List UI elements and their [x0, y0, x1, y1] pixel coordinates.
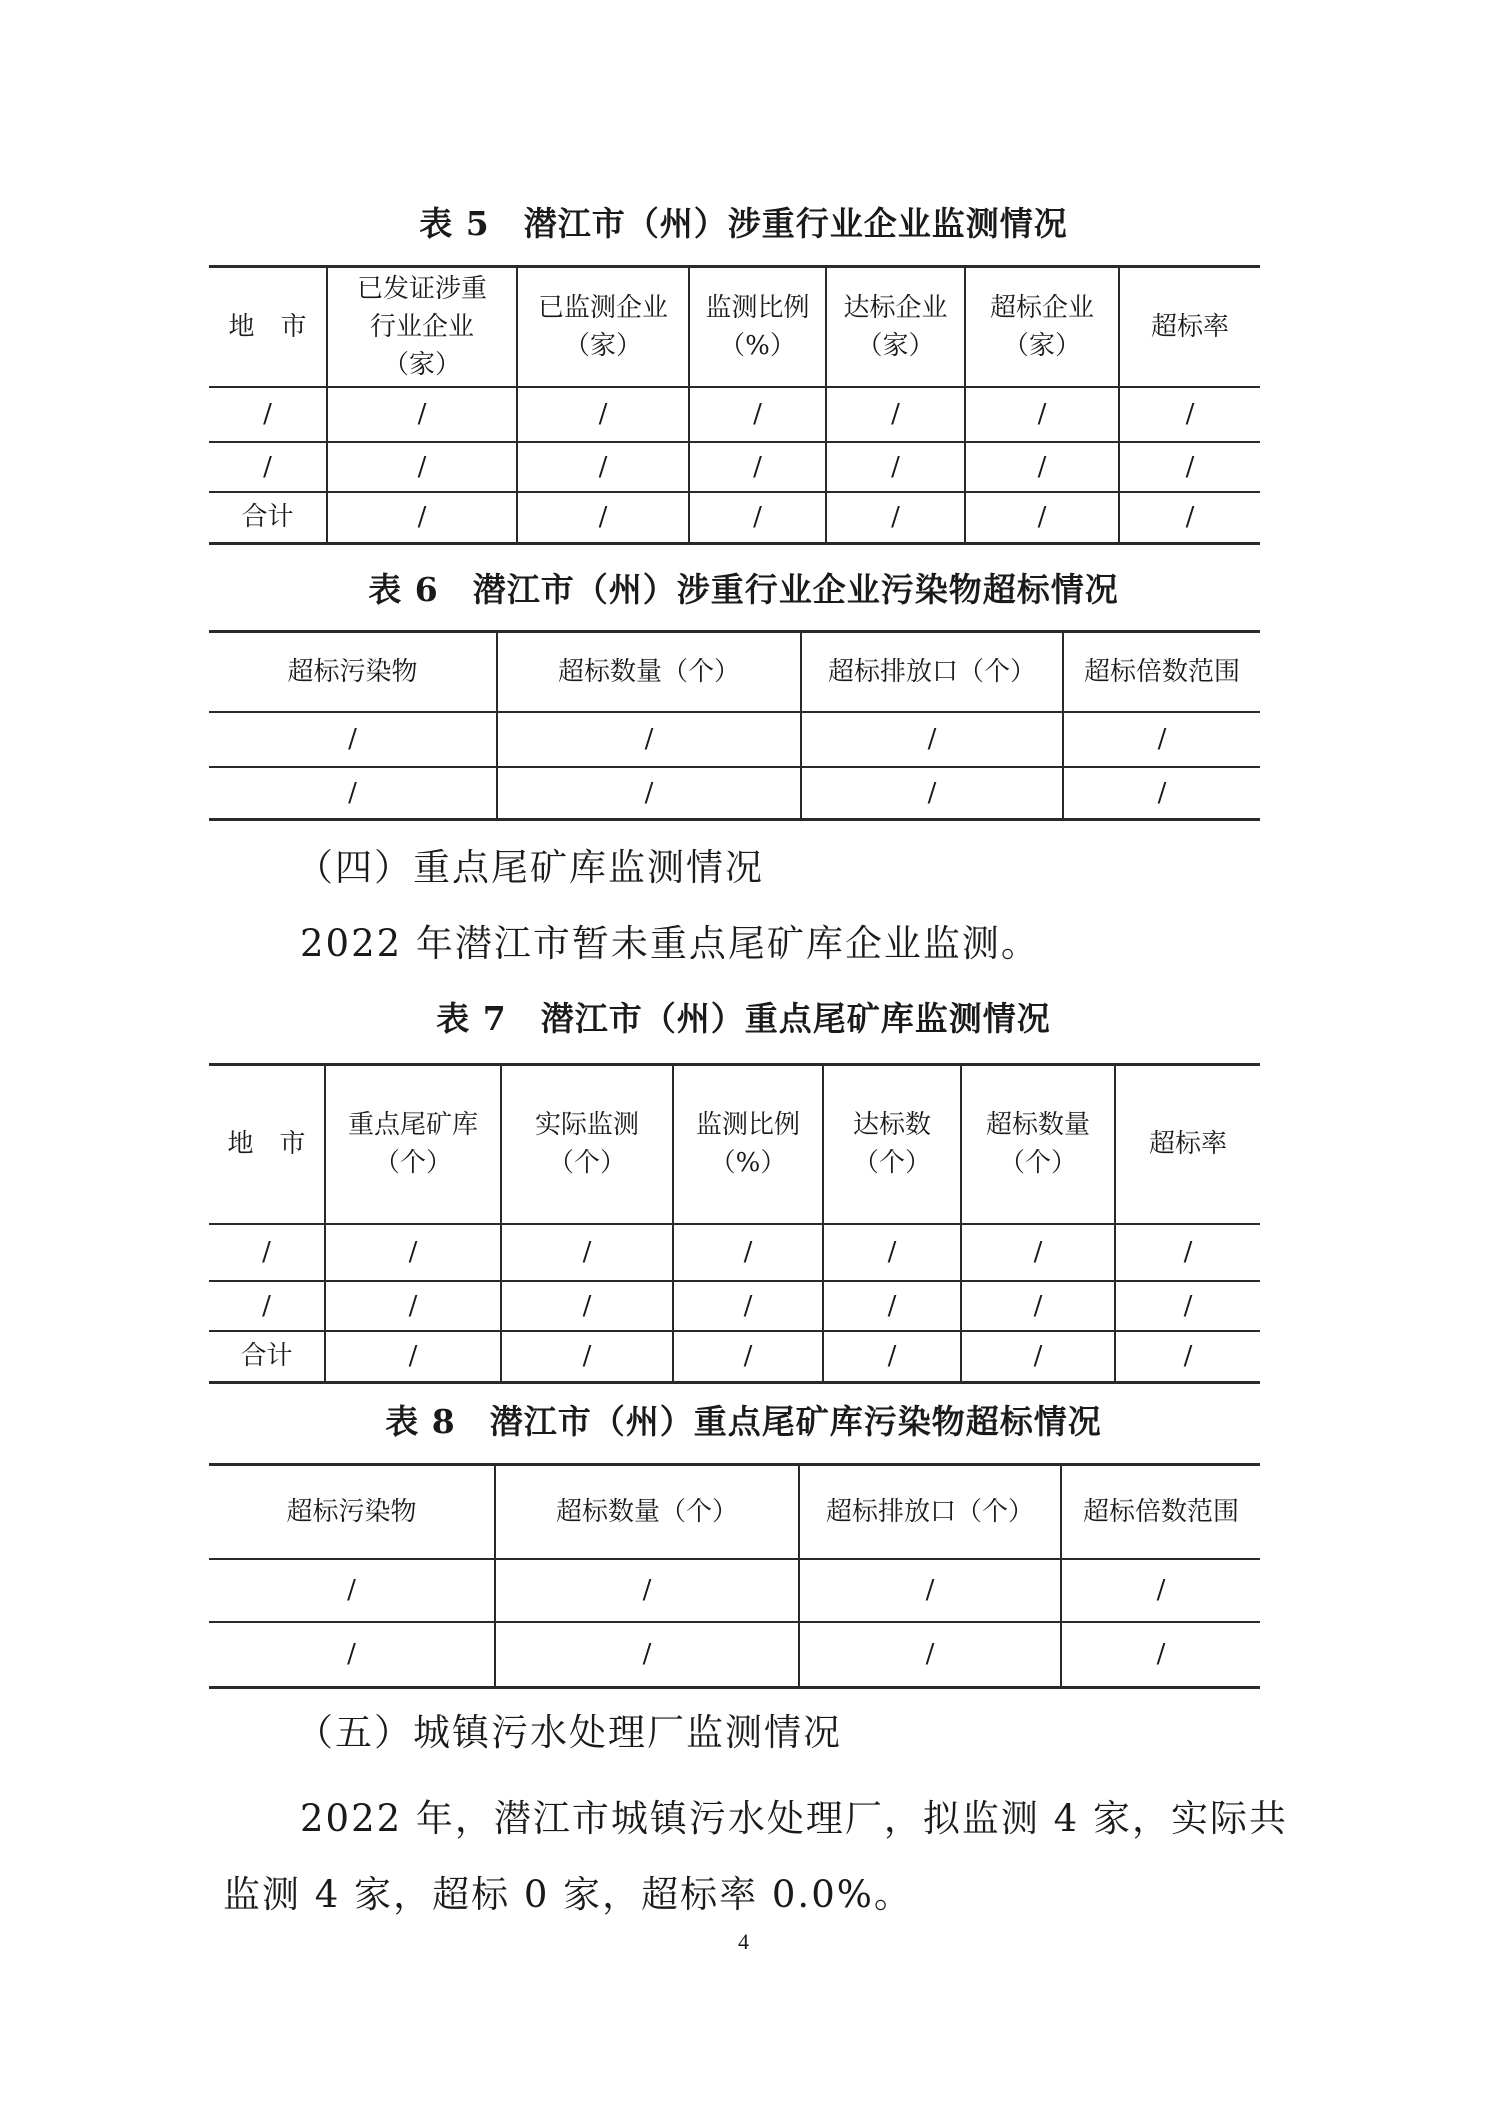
header-cell: 超标率 [1115, 1065, 1260, 1224]
table-cell: / [209, 712, 497, 767]
table-cell: / [801, 712, 1063, 767]
section5-heading: （五）城镇污水处理厂监测情况 [296, 1711, 842, 1754]
header-cell: 超标排放口（个） [799, 1465, 1061, 1559]
table-cell: / [497, 767, 801, 820]
table-cell: / [209, 387, 327, 442]
table-cell: / [325, 1281, 501, 1331]
header-cell: 超标排放口（个） [801, 632, 1063, 712]
header-cell: 超标数量 （个） [961, 1065, 1115, 1224]
header-cell: 实际监测 （个） [501, 1065, 673, 1224]
table-cell: / [673, 1281, 823, 1331]
table-cell: / [327, 442, 517, 492]
table6-caption: 表 6 潜江市（州）涉重行业企业污染物超标情况 [368, 570, 1119, 609]
table-cell: / [495, 1622, 799, 1688]
table-cell: / [823, 1224, 961, 1281]
header-cell: 达标数 （个） [823, 1065, 961, 1224]
table-cell: / [1061, 1559, 1260, 1622]
table-cell: / [209, 1622, 495, 1688]
header-cell: 地 市 [209, 267, 327, 387]
table-cell: / [823, 1281, 961, 1331]
table-cell: / [1063, 712, 1260, 767]
section5-body-line2: 监测 4 家，超标 0 家，超标率 0.0%。 [223, 1873, 913, 1916]
table-cell: / [826, 492, 965, 544]
table-cell: / [495, 1559, 799, 1622]
table-cell: / [517, 387, 689, 442]
table-cell: / [1061, 1622, 1260, 1688]
table-cell: / [689, 387, 826, 442]
table-cell: / [1119, 387, 1260, 442]
table8-caption: 表 8 潜江市（州）重点尾矿库污染物超标情况 [385, 1402, 1102, 1441]
section4-heading: （四）重点尾矿库监测情况 [296, 846, 764, 889]
header-cell: 超标倍数范围 [1061, 1465, 1260, 1559]
table-cell: / [517, 442, 689, 492]
table-cell: / [1115, 1331, 1260, 1383]
table-cell: / [1063, 767, 1260, 820]
table-cell: / [961, 1224, 1115, 1281]
table-cell: / [497, 712, 801, 767]
table7 [209, 1063, 1260, 1384]
table-cell: / [673, 1224, 823, 1281]
table7-caption: 表 7 潜江市（州）重点尾矿库监测情况 [436, 999, 1051, 1038]
table6 [209, 630, 1260, 821]
table-cell: / [327, 492, 517, 544]
header-cell: 监测比例 （%） [689, 267, 826, 387]
section5-body-line1: 2022 年，潜江市城镇污水处理厂，拟监测 4 家，实际共 [300, 1797, 1288, 1840]
table-cell: / [501, 1281, 673, 1331]
table-cell: / [209, 767, 497, 820]
table-cell: / [1119, 442, 1260, 492]
table-cell: / [801, 767, 1063, 820]
table-cell: / [501, 1224, 673, 1281]
header-cell: 重点尾矿库 （个） [325, 1065, 501, 1224]
table-cell: / [965, 492, 1119, 544]
header-cell: 超标数量（个） [495, 1465, 799, 1559]
header-cell: 监测比例 （%） [673, 1065, 823, 1224]
table-cell: / [826, 387, 965, 442]
table-cell: / [689, 442, 826, 492]
header-cell: 已监测企业 （家） [517, 267, 689, 387]
table-cell: / [799, 1559, 1061, 1622]
table-cell: / [517, 492, 689, 544]
table-cell: / [965, 442, 1119, 492]
table-cell: / [209, 1224, 325, 1281]
header-cell: 超标数量（个） [497, 632, 801, 712]
table-cell: / [327, 387, 517, 442]
table5 [209, 265, 1260, 545]
table-cell: / [325, 1224, 501, 1281]
header-cell: 已发证涉重 行业企业 （家） [327, 267, 517, 387]
header-cell: 超标企业 （家） [965, 267, 1119, 387]
header-cell: 超标率 [1119, 267, 1260, 387]
total-label: 合计 [209, 1331, 325, 1383]
table-cell: / [209, 1281, 325, 1331]
table-cell: / [689, 492, 826, 544]
header-cell: 超标倍数范围 [1063, 632, 1260, 712]
table-cell: / [826, 442, 965, 492]
table-cell: / [1115, 1281, 1260, 1331]
header-cell: 达标企业 （家） [826, 267, 965, 387]
table-cell: / [799, 1622, 1061, 1688]
table-cell: / [961, 1331, 1115, 1383]
table-cell: / [1115, 1224, 1260, 1281]
section4-body: 2022 年潜江市暂未重点尾矿库企业监测。 [300, 922, 1040, 965]
header-cell: 超标污染物 [209, 1465, 495, 1559]
header-cell: 地 市 [209, 1065, 325, 1224]
table-cell: / [1119, 492, 1260, 544]
table5-caption: 表 5 潜江市（州）涉重行业企业监测情况 [419, 204, 1068, 243]
page-number: 4 [738, 1929, 749, 1954]
header-cell: 超标污染物 [209, 632, 497, 712]
table-cell: / [501, 1331, 673, 1383]
table-cell: / [961, 1281, 1115, 1331]
table-cell: / [209, 442, 327, 492]
table-cell: / [965, 387, 1119, 442]
table-cell: / [209, 1559, 495, 1622]
total-label: 合计 [209, 492, 327, 544]
table-cell: / [823, 1331, 961, 1383]
table-cell: / [673, 1331, 823, 1383]
table-cell: / [325, 1331, 501, 1383]
table8 [209, 1463, 1260, 1689]
